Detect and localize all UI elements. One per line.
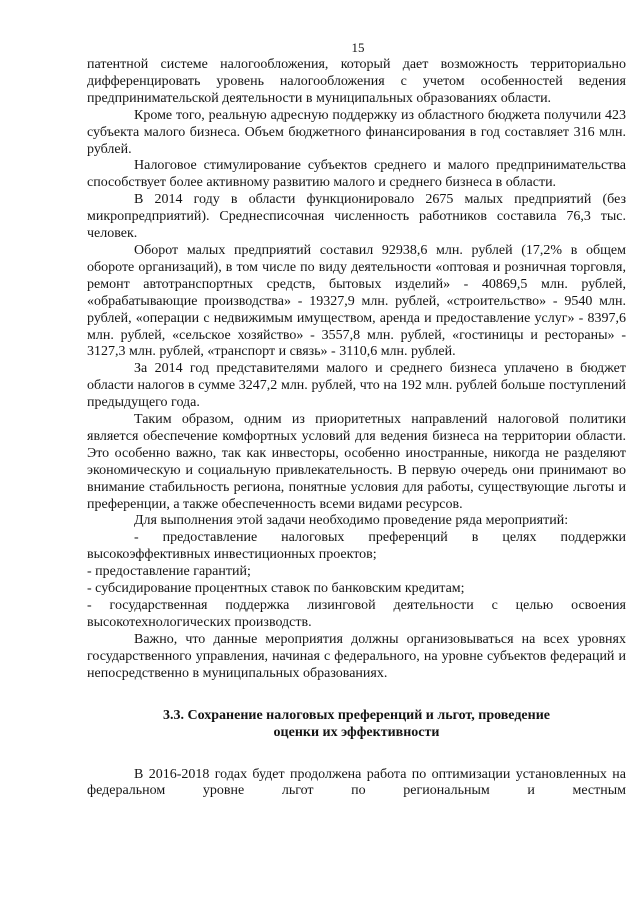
section-heading <box>87 707 626 741</box>
paragraph: Таким образом, одним из приоритетных направлений налоговой политики является обеспечение комфортных условий для ведения бизнеса на территории области. Это особенно важно, так как инвесторы, особенно иностранные, никогда не разделяют экономическую и социальную привлекательность. В первую очередь они принимают во внимание стабильность региона, понятные условия для работы, существующие льготы и преференции, а также обеспеченность всеми видами ресурсов. <box>87 412 626 512</box>
paragraph: За 2014 год представителями малого и среднего бизнеса уплачено в бюджет области налогов в сумме 3247,2 млн. рублей, что на 192 млн. рублей больше поступлений предыдущего года. <box>87 361 626 411</box>
paragraph: Для выполнения этой задачи необходимо проведение ряда мероприятий: <box>134 513 569 529</box>
list-item: - субсидирование процентных ставок по банковским кредитам; <box>87 581 465 597</box>
paragraph: Важно, что данные мероприятия должны организовываться на всех уровнях государственного управления, начиная с федерального, на уровне субъектов федераций и непосредственно в муниципальных образованиях. <box>87 631 626 681</box>
list-item: - государственная поддержка лизинговой деятельности с целью освоения высокотехнологических производств. <box>87 598 626 630</box>
page-number: 15 <box>351 40 365 55</box>
section-heading-line: 3.3. Сохранение налоговых преференций и льгот, проведение <box>163 707 550 723</box>
section-heading-line: оценки их эффективности <box>273 724 440 740</box>
list-item: - предоставление гарантий; <box>87 564 251 580</box>
paragraph: Оборот малых предприятий составил 92938,6 млн. рублей (17,2% в общем обороте организаций), в том числе по виду деятельности «оптовая и розничная торговля, ремонт автотранспортных средств, бытовых изделий» - 40869,5 млн. рублей, «обрабатывающие производства» - 19327,9 млн. рублей, «строительство» - 9540 млн. рублей, «операции с недвижимым имуществом, аренда и предоставление услуг» - 8397,6 млн. рублей, «сельское хозяйство» - 3557,8 млн. рублей, «гостиницы и рестораны» - 3127,3 млн. рублей, «транспорт и связь» - 3110,6 млн. рублей. <box>87 242 626 360</box>
paragraph: Налоговое стимулирование субъектов среднего и малого предпринимательства способствует более активному развитию малого и среднего бизнеса в области. <box>87 158 626 191</box>
paragraph: Кроме того, реальную адресную поддержку из областного бюджета получили 423 субъекта малого бизнеса. Объем бюджетного финансирования в год составляет 316 млн. рублей. <box>87 107 626 157</box>
paragraph: патентной системе налогообложения, который дает возможность территориально дифференцировать уровень налогообложения с учетом особенностей ведения предпринимательской деятельности в муниципальных образованиях области. <box>87 57 626 106</box>
last-paragraph-block <box>87 767 626 801</box>
document-body <box>87 57 626 800</box>
paragraph: В 2014 году в области функционировало 2675 малых предприятий (без микропредприятий). Среднесписочная численность работников составила 76,3 тыс. человек. <box>87 192 626 242</box>
list-item: - предоставление налоговых преференций в целях поддержки высокоэффективных инвестиционных проектов; <box>87 530 626 563</box>
paragraph: В 2016-2018 годах будет продолжена работа по оптимизации установленных на федеральном уровне льгот по региональным и местным <box>87 766 626 799</box>
